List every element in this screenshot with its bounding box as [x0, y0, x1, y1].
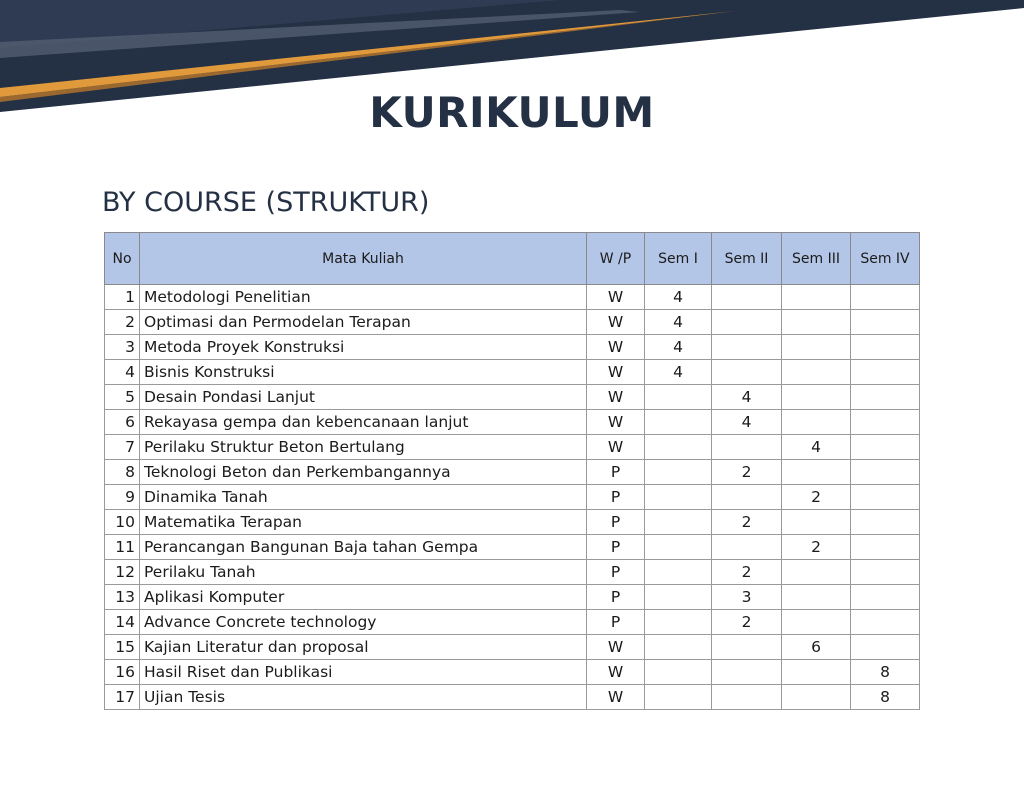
cell-sem-3 [782, 310, 851, 335]
cell-sem-1 [645, 610, 712, 635]
cell-sem-1 [645, 685, 712, 710]
cell-no: 11 [105, 535, 140, 560]
cell-sem-4 [851, 485, 920, 510]
cell-sem-1 [645, 410, 712, 435]
cell-sem-1 [645, 560, 712, 585]
table-row [105, 535, 920, 560]
cell-sem-2: 4 [712, 385, 782, 410]
cell-sem-3 [782, 285, 851, 310]
table-row [105, 585, 920, 610]
cell-course-name: Bisnis Konstruksi [140, 360, 587, 385]
table-row [105, 385, 920, 410]
cell-sem-2: 2 [712, 560, 782, 585]
cell-sem-2 [712, 310, 782, 335]
cell-no: 7 [105, 435, 140, 460]
cell-wp: P [587, 510, 645, 535]
cell-sem-3 [782, 335, 851, 360]
cell-course-name: Teknologi Beton dan Perkembangannya [140, 460, 587, 485]
cell-sem-3: 2 [782, 535, 851, 560]
cell-wp: P [587, 485, 645, 510]
cell-sem-4 [851, 535, 920, 560]
cell-sem-1: 4 [645, 335, 712, 360]
column-header-wp: W /P [587, 233, 645, 285]
cell-sem-4 [851, 285, 920, 310]
cell-course-name: Matematika Terapan [140, 510, 587, 535]
cell-wp: W [587, 335, 645, 360]
cell-course-name: Metodologi Penelitian [140, 285, 587, 310]
slide-subtitle: BY COURSE (STRUKTUR) [102, 187, 430, 218]
table-row [105, 485, 920, 510]
cell-sem-4: 8 [851, 660, 920, 685]
cell-sem-3 [782, 460, 851, 485]
cell-no: 13 [105, 585, 140, 610]
column-header-sem-1: Sem I [645, 233, 712, 285]
column-header-mata-kuliah: Mata Kuliah [140, 233, 587, 285]
cell-sem-3: 2 [782, 485, 851, 510]
cell-sem-4 [851, 360, 920, 385]
cell-sem-4 [851, 460, 920, 485]
cell-sem-3 [782, 585, 851, 610]
cell-sem-4 [851, 610, 920, 635]
table-row [105, 635, 920, 660]
cell-course-name: Advance Concrete technology [140, 610, 587, 635]
cell-no: 4 [105, 360, 140, 385]
cell-sem-2 [712, 685, 782, 710]
cell-sem-2: 2 [712, 460, 782, 485]
cell-sem-3 [782, 660, 851, 685]
cell-sem-1 [645, 510, 712, 535]
cell-sem-1 [645, 385, 712, 410]
cell-course-name: Kajian Literatur dan proposal [140, 635, 587, 660]
cell-wp: W [587, 360, 645, 385]
cell-sem-1 [645, 460, 712, 485]
cell-sem-1 [645, 660, 712, 685]
cell-sem-1: 4 [645, 285, 712, 310]
cell-sem-2 [712, 535, 782, 560]
cell-sem-1 [645, 485, 712, 510]
cell-wp: P [587, 535, 645, 560]
table-row [105, 660, 920, 685]
course-table [104, 232, 920, 710]
cell-sem-3 [782, 385, 851, 410]
table-row [105, 685, 920, 710]
cell-sem-2: 3 [712, 585, 782, 610]
column-header-sem-4: Sem IV [851, 233, 920, 285]
cell-course-name: Ujian Tesis [140, 685, 587, 710]
cell-no: 14 [105, 610, 140, 635]
table-row [105, 510, 920, 535]
cell-sem-3 [782, 410, 851, 435]
cell-no: 12 [105, 560, 140, 585]
cell-wp: P [587, 610, 645, 635]
cell-sem-4 [851, 410, 920, 435]
cell-no: 8 [105, 460, 140, 485]
cell-no: 3 [105, 335, 140, 360]
cell-course-name: Aplikasi Komputer [140, 585, 587, 610]
column-header-no: No [105, 233, 140, 285]
table-row [105, 360, 920, 385]
table-row [105, 435, 920, 460]
table-row [105, 410, 920, 435]
cell-sem-4 [851, 585, 920, 610]
cell-sem-3 [782, 685, 851, 710]
cell-sem-2 [712, 285, 782, 310]
cell-course-name: Perilaku Tanah [140, 560, 587, 585]
cell-no: 16 [105, 660, 140, 685]
cell-sem-3 [782, 360, 851, 385]
cell-sem-2 [712, 635, 782, 660]
column-header-sem-2: Sem II [712, 233, 782, 285]
cell-course-name: Optimasi dan Permodelan Terapan [140, 310, 587, 335]
cell-sem-3 [782, 610, 851, 635]
cell-no: 2 [105, 310, 140, 335]
cell-wp: W [587, 285, 645, 310]
cell-wp: W [587, 310, 645, 335]
cell-sem-2: 2 [712, 510, 782, 535]
cell-no: 5 [105, 385, 140, 410]
cell-wp: P [587, 560, 645, 585]
cell-course-name: Metoda Proyek Konstruksi [140, 335, 587, 360]
cell-no: 9 [105, 485, 140, 510]
cell-wp: W [587, 385, 645, 410]
cell-sem-3: 6 [782, 635, 851, 660]
cell-course-name: Perilaku Struktur Beton Bertulang [140, 435, 587, 460]
cell-sem-3 [782, 560, 851, 585]
cell-sem-3 [782, 510, 851, 535]
cell-no: 6 [105, 410, 140, 435]
cell-sem-2 [712, 485, 782, 510]
cell-sem-1 [645, 535, 712, 560]
cell-no: 1 [105, 285, 140, 310]
cell-sem-4 [851, 635, 920, 660]
cell-sem-4 [851, 335, 920, 360]
cell-sem-2 [712, 335, 782, 360]
cell-sem-1: 4 [645, 310, 712, 335]
slide-title: KURIKULUM [369, 88, 655, 137]
cell-wp: W [587, 635, 645, 660]
cell-course-name: Dinamika Tanah [140, 485, 587, 510]
table-row [105, 610, 920, 635]
cell-no: 10 [105, 510, 140, 535]
cell-sem-2: 4 [712, 410, 782, 435]
cell-wp: W [587, 410, 645, 435]
cell-wp: P [587, 460, 645, 485]
table-row [105, 310, 920, 335]
cell-sem-4 [851, 435, 920, 460]
cell-sem-4 [851, 560, 920, 585]
cell-wp: W [587, 435, 645, 460]
cell-sem-2 [712, 435, 782, 460]
table-row [105, 285, 920, 310]
cell-course-name: Desain Pondasi Lanjut [140, 385, 587, 410]
cell-sem-4 [851, 310, 920, 335]
cell-wp: P [587, 585, 645, 610]
table-header-row [105, 233, 920, 285]
cell-sem-4 [851, 385, 920, 410]
cell-course-name: Rekayasa gempa dan kebencanaan lanjut [140, 410, 587, 435]
cell-wp: W [587, 685, 645, 710]
table-row [105, 560, 920, 585]
cell-course-name: Hasil Riset dan Publikasi [140, 660, 587, 685]
cell-sem-1 [645, 435, 712, 460]
cell-sem-2 [712, 660, 782, 685]
cell-no: 17 [105, 685, 140, 710]
column-header-sem-3: Sem III [782, 233, 851, 285]
cell-no: 15 [105, 635, 140, 660]
cell-sem-2: 2 [712, 610, 782, 635]
cell-sem-3: 4 [782, 435, 851, 460]
cell-wp: W [587, 660, 645, 685]
cell-sem-4: 8 [851, 685, 920, 710]
cell-sem-4 [851, 510, 920, 535]
cell-sem-2 [712, 360, 782, 385]
cell-sem-1 [645, 585, 712, 610]
cell-sem-1: 4 [645, 360, 712, 385]
table-row [105, 460, 920, 485]
table-row [105, 335, 920, 360]
cell-course-name: Perancangan Bangunan Baja tahan Gempa [140, 535, 587, 560]
cell-sem-1 [645, 635, 712, 660]
